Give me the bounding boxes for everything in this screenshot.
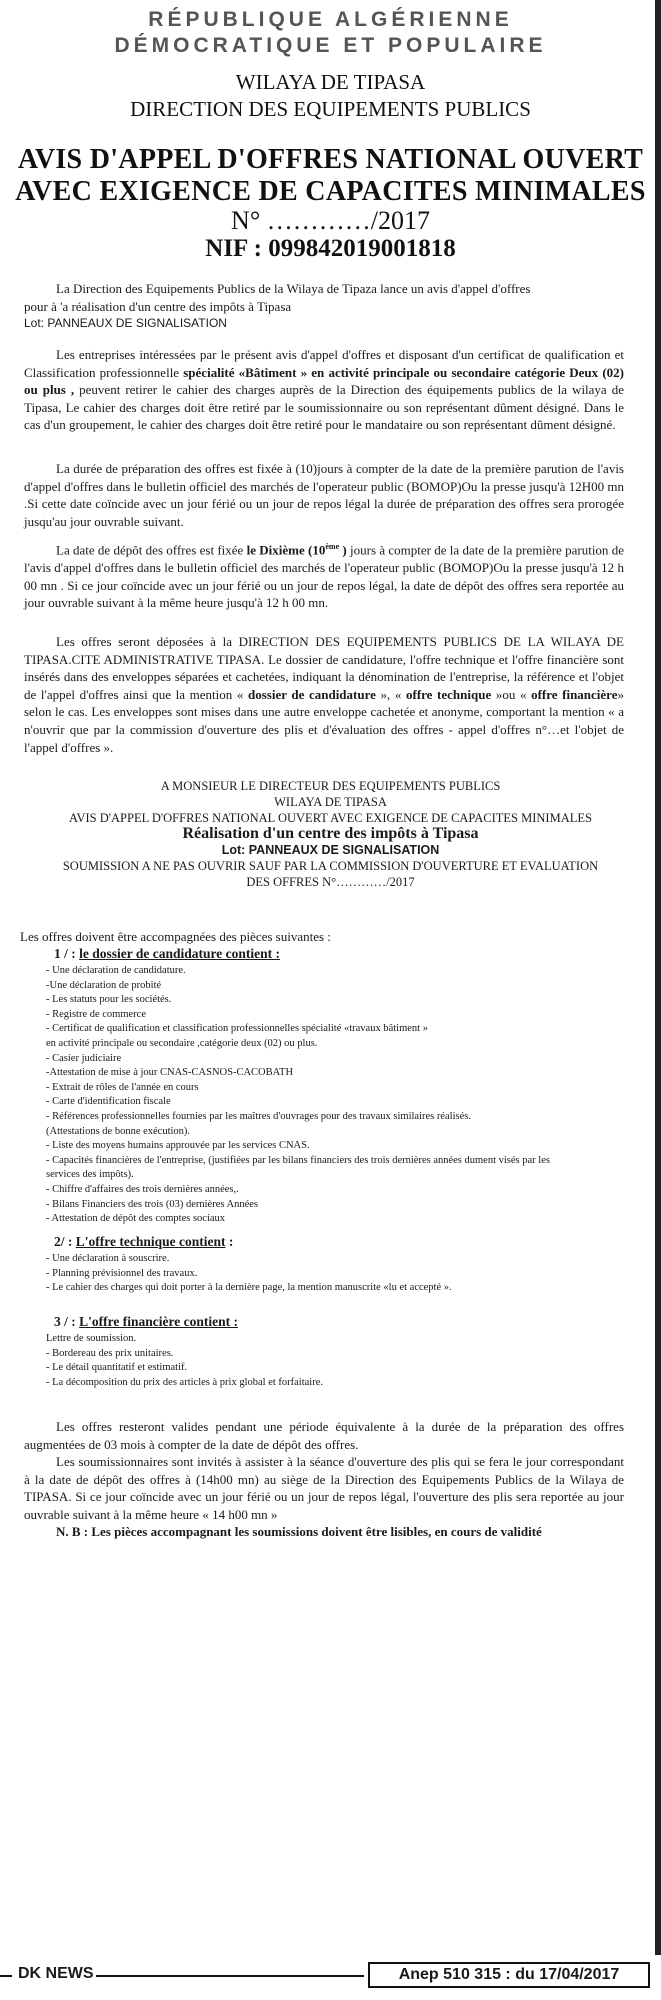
notice-title-line-2: AVEC EXIGENCE DE CAPACITES MINIMALES: [15, 176, 646, 207]
intro-line-1: La Direction des Equipements Publics de la Wilaya de Tipaza lance un avis d'appel d'offres: [56, 281, 531, 296]
s1-item: - Certificat de qualification et classification professionnelles spécialité «travaux bâtiment »: [46, 1023, 428, 1035]
entreprises-specialite: spécialité «Bâtiment » en activité principale ou secondaire catégorie Deux (02) ou plus ,: [24, 364, 624, 398]
s1-item: - Liste des moyens humains approuvée par les services CNAS.: [46, 1140, 310, 1152]
entreprises-text-a: Les entreprises intéressées par le présent avis d'appel d'offres et disposant d'un certificat de qualification et Classification professionnelle: [24, 347, 624, 380]
s1-item: - Chiffre d'affaires des trois dernières années,.: [46, 1183, 239, 1195]
section-1-list: [46, 964, 626, 1227]
offres-text-c: », «: [375, 686, 406, 702]
s1-item: -Attestation de mise à jour CNAS-CASNOS-CACOBATH: [46, 1067, 294, 1079]
section-2-heading: [54, 1232, 626, 1252]
s1-item: - Références professionnelles fournies par les maîtres d'ouvrages pour des travaux similaires réalisés.: [46, 1110, 471, 1122]
depot-dixieme: le Dixième (10: [246, 542, 326, 558]
offres-text-a: Les offres seront déposées à la DIRECTION DES EQUIPEMENTS PUBLICS DE LA WILAYA DE TIPASA.CITE ADMINISTRATIVE TIPASA. Le dossier de candidature, l'offre technique et l'offre financière sont insérés dans des enveloppes séparées et cachetées, indiquant la dénomination de l'entreprise, la référence et l'objet de l'appel d'offres ainsi que la mention «: [24, 634, 624, 702]
s1-item: (Attestations de bonne exécution).: [46, 1125, 191, 1137]
intro-paragraph: [24, 280, 624, 333]
footer-bar: [0, 1962, 661, 1988]
section-1-heading: [54, 944, 626, 964]
footer-rule-left: [0, 1975, 12, 1977]
depot-sup: ème: [325, 542, 340, 551]
section-3-title: L'offre financière contient :: [79, 1314, 238, 1329]
s3-item: - Le détail quantitatif et estimatif.: [46, 1362, 188, 1374]
s1-item: -Une déclaration de probité: [46, 979, 162, 991]
s1-item: - Carte d'identification fiscale: [46, 1096, 171, 1108]
depot-text-a: La date de dépôt des offres est fixée: [56, 542, 247, 558]
seance-text: Les soumissionnaires sont invités à assister à la séance d'ouverture des plis qui se fera le jour correspondant à la date de dépôt des offres à (14h00 mn) au siège de la Direction des Equipements Publics de la Wilaya de TIPASA. Si ce jour coïncide avec un jour férié ou un jour de repos légal, l'ouverture des plis sera reportée au jour ouvrable suivant à la même heure « 14 h00 mn »: [24, 1454, 624, 1522]
s1-item: - Capacités financières de l'entreprise, (justifiées par les bilans financiers des trois dernières années dument visés par les: [46, 1154, 550, 1166]
entreprises-text-c: peuvent retirer le cahier des charges auprès de la Direction des équipements publics de la wilaya de Tipasa, Le cahier des charges doit être retiré par le soumissionnaire ou son représentant dûment désigné. Dans le cas d'un groupement, le cahier des charges doit être retiré pour le mandataire ou son représentant dûment désigné.: [24, 382, 624, 433]
address-line-1: A MONSIEUR LE DIRECTEUR DES EQUIPEMENTS PUBLICS: [160, 779, 501, 793]
publication-name: DK NEWS: [18, 1965, 94, 1982]
pieces-section-2: [46, 1232, 626, 1296]
section-3-heading: [54, 1312, 626, 1332]
pieces-section-3: [46, 1312, 626, 1390]
address-block: [0, 778, 661, 890]
footer-rule-middle: [96, 1975, 364, 1977]
depot-close-paren: ): [339, 542, 347, 558]
offres-technique: offre technique: [405, 686, 492, 702]
depot-text-d: jours à compter de la date de la première parution de l'avis d'appel d'offres dans le bulletin officiel des marchés de l'operateur public (BOMOP)Ou la presse jusqu'à 12 h 00 mn . Si ce jour coïncide avec un jour férié ou un jour de repos légal, la date de dépôt des offres sera reportée au jour ouvrable suivant à la même heure jusqu'à 12 h 00 mn.: [24, 542, 624, 611]
offres-paragraph: [24, 633, 624, 756]
validite-text: Les offres resteront valides pendant une période équivalente à la durée de la préparation des offres augmentées de 03 mois à compter de la date de dépôt des offres.: [24, 1419, 624, 1452]
direction-name: DIRECTION DES EQUIPEMENTS PUBLICS: [130, 97, 531, 121]
s2-item: - Une déclaration à souscrire.: [46, 1253, 170, 1264]
s1-item: - Registre de commerce: [46, 1008, 146, 1020]
offres-text-g: » selon le cas. Les enveloppes sont mises dans une autre enveloppe cachetée et anonyme, comportant la mention « a n'ouvrir que par la commission d'ouverture des plis et d'évaluation des offres - appel d'offres n°…et l'objet de l'appel d'offres ».: [24, 686, 624, 755]
section-3-list: [46, 1332, 626, 1390]
s3-item: Lettre de soumission.: [46, 1333, 137, 1344]
s1-item: - Extrait de rôles de l'année en cours: [46, 1081, 199, 1093]
depot-paragraph: [24, 538, 624, 612]
nb-text: N. B : Les pièces accompagnant les soumissions doivent être lisibles, en cours de validité: [56, 1524, 542, 1539]
duree-paragraph: [24, 460, 624, 530]
s1-item: - Bilans Financiers des trois (03) dernières Années: [46, 1198, 258, 1210]
s1-item: - Casier judiciaire: [46, 1052, 122, 1064]
s1-item: en activité principale ou secondaire ,catégorie deux (02) ou plus.: [46, 1037, 318, 1049]
address-line-2: WILAYA DE TIPASA: [274, 795, 387, 809]
s1-item: services des impôts).: [46, 1169, 134, 1181]
notice-number: N° …………/2017: [231, 206, 430, 235]
republic-line-1: RÉPUBLIQUE ALGÉRIENNE: [148, 8, 513, 31]
address-line-4: Réalisation d'un centre des impôts à Tipasa: [182, 825, 479, 842]
right-border-bar: [655, 0, 661, 1955]
s3-item: - Bordereau des prix unitaires.: [46, 1347, 174, 1359]
s2-item: - Le cahier des charges qui doit porter à la dernière page, la mention manuscrite «lu et accepté ».: [46, 1282, 452, 1294]
intro-line-2: pour à 'a réalisation d'un centre des impôts à Tipasa: [24, 298, 292, 314]
address-lot: Lot: PANNEAUX DE SIGNALISATION: [221, 843, 440, 857]
validite-paragraph: [24, 1418, 624, 1524]
s1-item: - Les statuts pour les sociétés.: [46, 994, 172, 1006]
anep-reference: Anep 510 315 : du 17/04/2017: [368, 1962, 650, 1988]
entreprises-paragraph: [24, 346, 624, 434]
section-1-number: 1 / :: [54, 946, 80, 961]
offres-dossier: dossier de candidature: [247, 686, 376, 702]
address-line-3: AVIS D'APPEL D'OFFRES NATIONAL OUVERT AVEC EXIGENCE DE CAPACITES MINIMALES: [69, 811, 592, 825]
pieces-section-1: [46, 944, 626, 1227]
section-3-number: 3 / :: [54, 1314, 80, 1329]
section-1-title: le dossier de candidature contient :: [79, 946, 280, 961]
notice-title-line-1: AVIS D'APPEL D'OFFRES NATIONAL OUVERT: [17, 144, 644, 175]
s1-item: - Attestation de dépôt des comptes sociaux: [46, 1213, 226, 1225]
duree-text: La durée de préparation des offres est fixée à (10)jours à compter de la date de la première parution de l'avis d'appel d'offres dans le bulletin officiel des marchés de l'operateur public (BOMOP)Ou la presse jusqu'à 12H00 mn .Si cette date coïncide avec un jour férié ou un jour de repos légal la durée de préparation des offres sera prorogée jusqu'au jour ouvrable suivant.: [24, 461, 624, 529]
section-2-number: 2/ :: [54, 1234, 76, 1249]
s3-item: - La décomposition du prix des articles à prix global et forfaitaire.: [46, 1376, 323, 1388]
address-line-7: DES OFFRES N°…………/2017: [246, 875, 415, 889]
address-line-6: SOUMISSION A NE PAS OUVRIR SAUF PAR LA COMMISSION D'OUVERTURE ET EVALUATION: [62, 859, 599, 873]
offres-text-e: »ou «: [491, 686, 532, 702]
pieces-intro: Les offres doivent être accompagnées des pièces suivantes :: [20, 929, 331, 944]
intro-lot: Lot: PANNEAUX DE SIGNALISATION: [24, 316, 227, 331]
section-2-title: L'offre technique contient: [75, 1234, 226, 1249]
s2-item: - Planning prévisionnel des travaux.: [46, 1267, 198, 1279]
section-2-list: [46, 1252, 626, 1296]
nb-paragraph: [24, 1523, 624, 1541]
republic-line-2: DÉMOCRATIQUE ET POPULAIRE: [114, 34, 547, 57]
offres-financiere: offre financière: [531, 686, 618, 702]
nif-number: NIF : 099842019001818: [205, 235, 456, 262]
s1-item: - Une déclaration de candidature.: [46, 965, 186, 976]
section-2-colon: :: [225, 1234, 234, 1249]
wilaya-name: WILAYA DE TIPASA: [235, 70, 426, 94]
